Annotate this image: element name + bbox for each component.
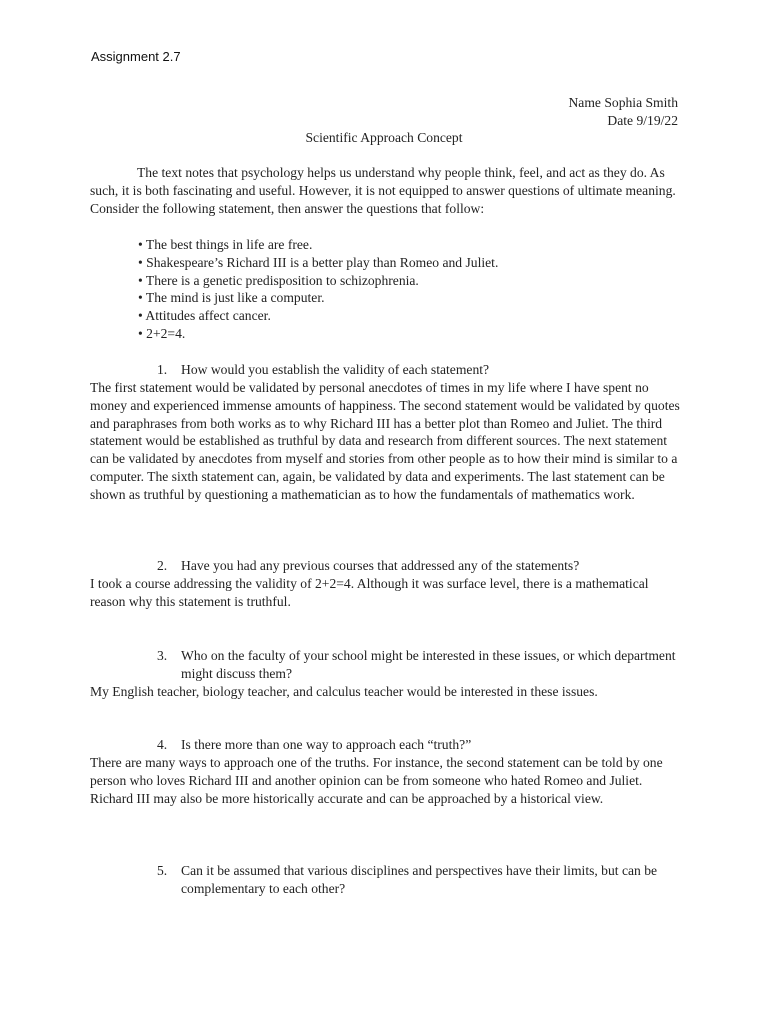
statement-item: • The best things in life are free. xyxy=(138,237,313,252)
name-line: Name Sophia Smith xyxy=(568,95,678,110)
question-number: 4. xyxy=(157,737,168,752)
question-text: Is there more than one way to approach each “truth?” xyxy=(181,737,472,752)
question-1 xyxy=(157,361,677,379)
question-3 xyxy=(157,647,677,683)
statement-item: • 2+2=4. xyxy=(138,325,186,341)
question-number: 3. xyxy=(157,648,168,663)
intro-text: The text notes that psychology helps us understand why people think, feel, and act as they do. As such, it is both fascinating and useful. However, it is not equipped to answer questions of ultimate meaning. Consider the following statement, then answer the questions that follow: xyxy=(90,165,676,216)
answer-3: My English teacher, biology teacher, and calculus teacher would be interested in these issues. xyxy=(90,684,598,699)
question-text: Who on the faculty of your school might be interested in these issues, or which department might discuss them? xyxy=(181,648,676,681)
question-text: Can it be assumed that various disciplines and perspectives have their limits, but can be complementary to each other? xyxy=(181,863,658,896)
question-4 xyxy=(157,736,677,754)
answer-4: There are many ways to approach one of the truths. For instance, the second statement can be told by one person who loves Richard III and another opinion can be from someone who hated Romeo and Juliet. Richard III may also be more historically accurate and can be approached by a historical view. xyxy=(90,755,663,806)
intro-paragraph xyxy=(90,164,680,217)
statement-item: • Attitudes affect cancer. xyxy=(138,308,271,324)
date-line: Date 9/19/22 xyxy=(607,113,678,128)
document-title: Scientific Approach Concept xyxy=(305,130,463,145)
question-5 xyxy=(157,862,677,898)
question-number: 1. xyxy=(157,362,168,377)
statement-list xyxy=(138,236,498,343)
statement-item: • There is a genetic predisposition to schizophrenia. xyxy=(138,272,419,288)
question-text: Have you had any previous courses that addressed any of the statements? xyxy=(181,558,580,573)
statement-item: • The mind is just like a computer. xyxy=(138,290,325,306)
answer-1: The first statement would be validated by personal anecdotes of times in my life where I have spent no money and experienced immense amounts of happiness. The second statement would be validated by quotes and paraphrases from both works as to why Richard III has a better plot than Romeo and Juliet. The third statement would be established as truthful by data and research from different sources. The next statement can be validated by anecdotes from myself and stories from other people as to how their mind is similar to a computer. The sixth statement can, again, be validated by data and experiments. The last statement can be shown as truthful by questioning a mathematician as to how the fundamentals of mathematics work. xyxy=(90,380,680,502)
assignment-label: Assignment 2.7 xyxy=(91,49,181,64)
question-text: How would you establish the validity of each statement? xyxy=(181,362,490,377)
question-number: 5. xyxy=(157,863,168,878)
question-number: 2. xyxy=(157,558,168,573)
answer-2: I took a course addressing the validity of 2+2=4. Although it was surface level, there is a mathematical reason why this statement is truthful. xyxy=(90,576,649,609)
question-2 xyxy=(157,557,677,575)
statement-item: • Shakespeare’s Richard III is a better play than Romeo and Juliet. xyxy=(138,254,499,270)
